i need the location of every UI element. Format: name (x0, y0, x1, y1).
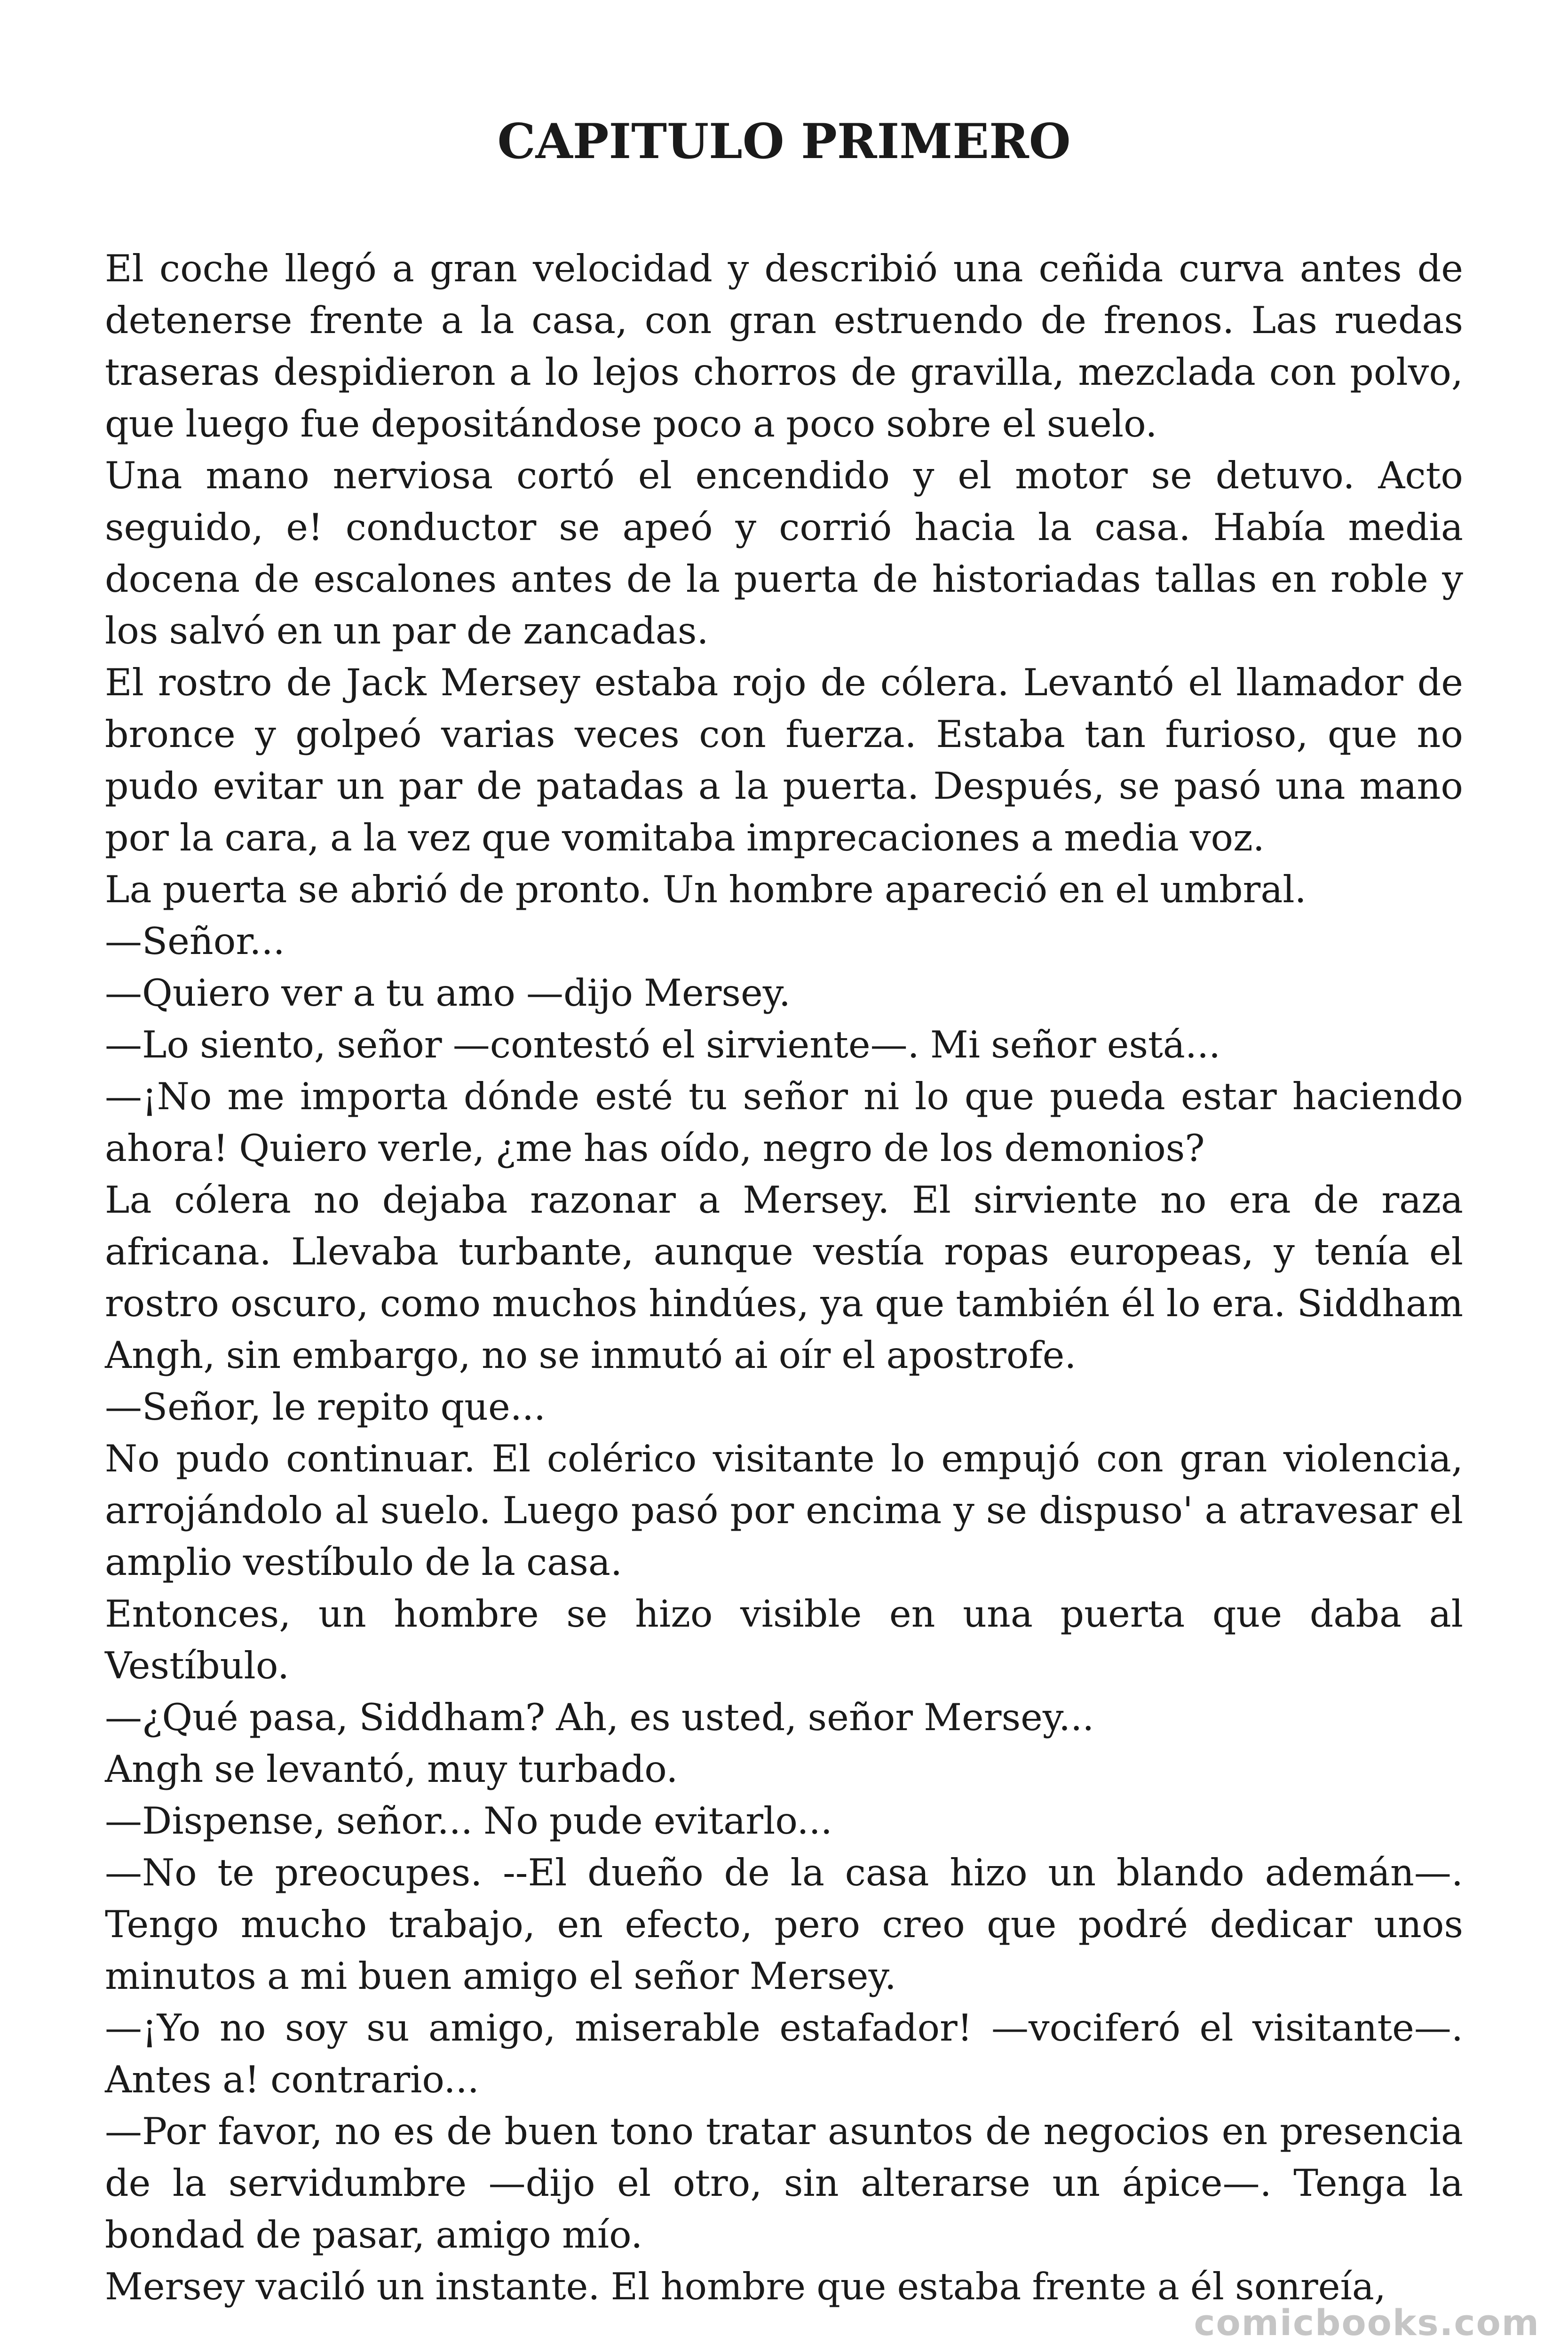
dialogue-line: —Quiero ver a tu amo —dijo Mersey. (105, 971, 791, 1015)
dialogue-line: —Señor, le repito que... (105, 1385, 546, 1429)
dialogue-line: —Por favor, no es de buen tono tratar asuntos de negocios en presencia de la servidumbre —dijo el otro, sin alterarse un ápice—. Tenga la bondad de pasar, amigo mío. (105, 2110, 1463, 2257)
watermark: comicbooks.com (1194, 2302, 1540, 2344)
paragraph: La cólera no dejaba razonar a Mersey. El sirviente no era de raza africana. Llevaba turbante, aunque vestía ropas europeas, y tenía el rostro oscuro, como muchos hindúes, ya que también él lo era. Siddham Angh, sin embargo, no se inmutó ai oír el apostrofe. (105, 1178, 1463, 1377)
paragraph: Una mano nerviosa cortó el encendido y el motor se detuvo. Acto seguido, e! conductor se apeó y corrió hacia la casa. Había media docena de escalones antes de la puerta de historiadas tallas en roble y los salvó en un par de zancadas. (105, 454, 1463, 652)
paragraph: Entonces, un hombre se hizo visible en una puerta que daba al Vestíbulo. (105, 1592, 1463, 1687)
paragraph: Mersey vaciló un instante. El hombre que estaba frente a él sonreía, (105, 2265, 1386, 2308)
dialogue-line: —Dispense, señor... No pude evitarlo... (105, 1799, 832, 1843)
dialogue-line: —Lo siento, señor —contestó el sirviente—. Mi señor está... (105, 1023, 1221, 1066)
chapter-title: CAPITULO PRIMERO (497, 113, 1071, 170)
paragraph: El coche llegó a gran velocidad y describió una ceñida curva antes de detenerse frente a la casa, con gran estruendo de frenos. Las ruedas traseras despidieron a lo lejos chorros de gravilla, mezclada con polvo, que luego fue depositándose poco a poco sobre el suelo. (105, 247, 1463, 445)
dialogue-line: —Señor... (105, 920, 285, 963)
paragraph: El rostro de Jack Mersey estaba rojo de cólera. Levantó el llamador de bronce y golpeó varias veces con fuerza. Estaba tan furioso, que no pudo evitar un par de patadas a la puerta. Después, se pasó una mano por la cara, a la vez que vomitaba imprecaciones a media voz. (105, 661, 1463, 859)
dialogue-line: —¡No me importa dónde esté tu señor ni lo que pueda estar haciendo ahora! Quiero verle, ¿me has oído, negro de los demonios? (105, 1075, 1463, 1170)
dialogue-line: —¡Yo no soy su amigo, miserable estafador! —vociferó el visitante—. Antes a! contrario... (105, 2006, 1463, 2101)
dialogue-line: —No te preocupes. --El dueño de la casa hizo un blando ademán—. Tengo mucho trabajo, en efecto, pero creo que podré dedicar unos minutos a mi buen amigo el señor Mersey. (105, 1851, 1463, 1998)
paragraph: No pudo continuar. El colérico visitante lo empujó con gran violencia, arrojándolo al suelo. Luego pasó por encima y se dispuso' a atravesar el amplio vestíbulo de la casa. (105, 1437, 1463, 1584)
paragraph: La puerta se abrió de pronto. Un hombre apareció en el umbral. (105, 868, 1307, 911)
chapter-body (105, 243, 1463, 2312)
book-page (105, 0, 1463, 2352)
dialogue-line: —¿Qué pasa, Siddham? Ah, es usted, señor Mersey... (105, 1696, 1094, 1739)
paragraph: Angh se levantó, muy turbado. (105, 1748, 678, 1791)
